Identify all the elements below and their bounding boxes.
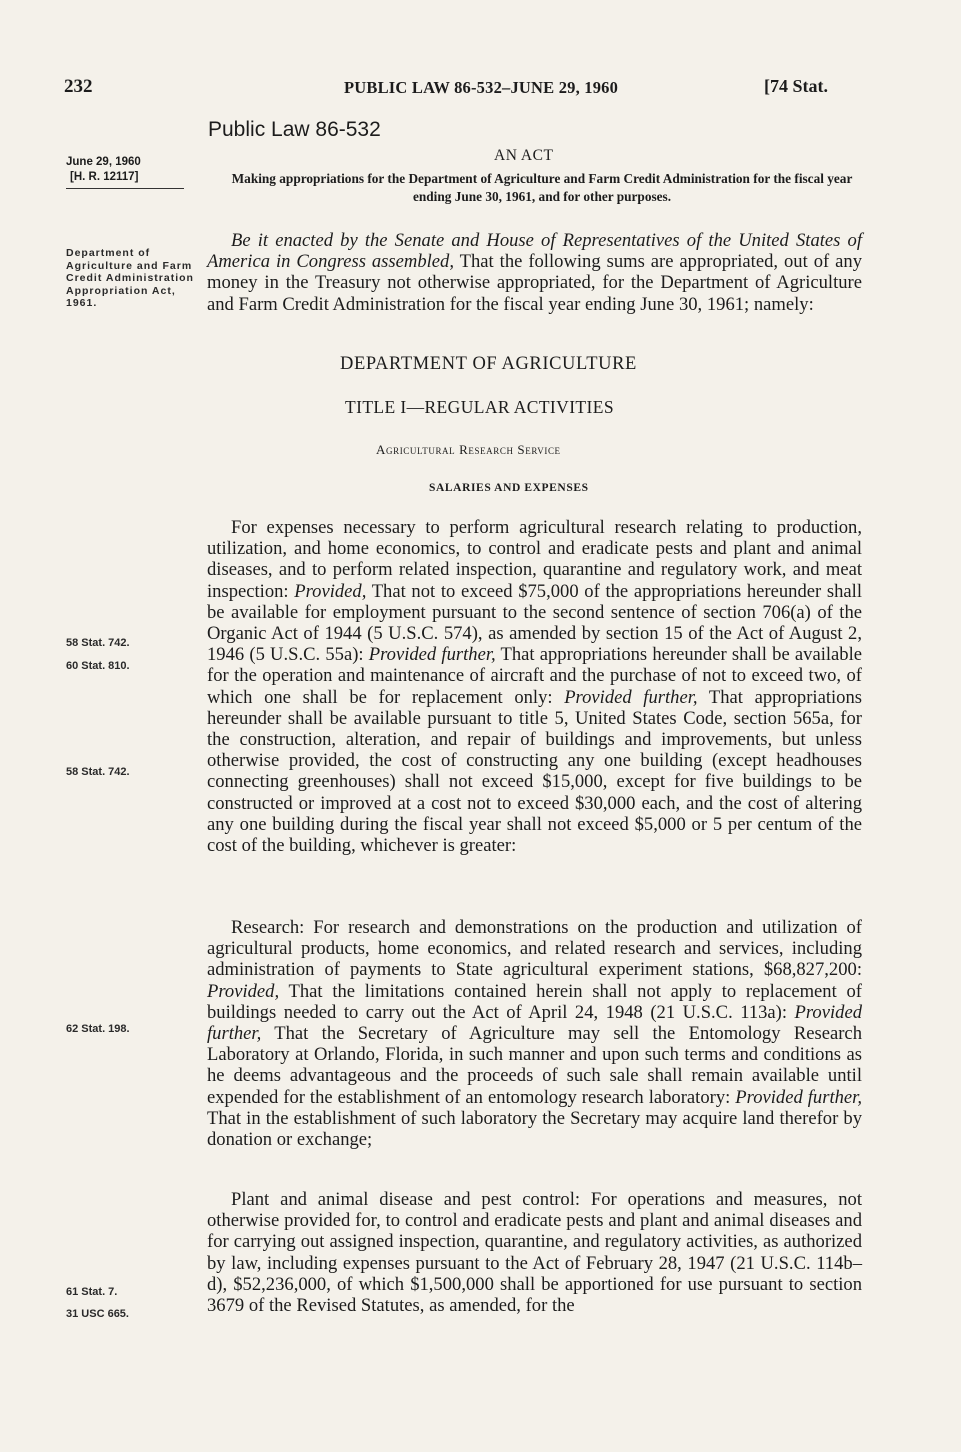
text-run: That the limitations contained herein shall not apply to replacement of buildings needed to carry out the Act of April 24, 1948 (21 U.S.C. 113a): [207,980,862,1023]
margin-citation: 60 Stat. 810. [66,660,130,672]
expenses-paragraph [207,517,862,856]
margin-citation: 58 Stat. 742. [66,637,130,649]
proviso: Provided further, [207,1001,862,1045]
proviso: Provided, [294,580,367,602]
enacting-text: That the following sums are appropriated, out of any money in the Treasury not otherwise appropriated, for the Department of Agriculture and Farm Credit Administration for the fiscal year ending June 30, 1961; namely: [207,251,862,315]
proviso: Provided further, [735,1086,863,1108]
enacting-italic: Be it enacted by the Senate and House of Representatives of the United States of America in Congress assembled, [207,230,862,273]
text-run: That in the establishment of such laboratory the Secretary may acquire land therefor by donation or exchange; [207,1107,862,1151]
margin-bill-number: [H. R. 12117] [70,171,139,183]
margin-citation: 58 Stat. 742. [66,766,130,778]
margin-date: June 29, 1960 [66,156,141,168]
margin-date-box [66,155,184,189]
research-paragraph [207,917,862,1150]
running-title: PUBLIC LAW 86-532–JUNE 29, 1960 [344,78,619,97]
margin-citation: 31 USC 665. [66,1308,129,1320]
salaries-heading: SALARIES AND EXPENSES [429,482,589,494]
plant-disease-paragraph: Plant and animal disease and pest control: For operations and measures, not otherwise provided for, to control and eradicate pests and plant and animal diseases and for carrying out assigned inspection, quarantine, and regulatory activities, as authorized by law, including expenses pursuant to the Act of February 28, 1947 (21 U.S.C. 114b–d), $52,236,000, of which $1,500,000 shall be apportioned for use pursuant to section 3679 of the Revised Statutes, as amended, for the [207,1189,862,1317]
margin-citation: 61 Stat. 7. [66,1286,118,1298]
title-heading: TITLE I—REGULAR ACTIVITIES [345,397,614,417]
proviso: Provided further, [368,644,496,666]
law-title: Public Law 86-532 [208,118,381,141]
enacting-clause [207,230,862,315]
running-header [64,76,864,100]
service-heading: Agricultural Research Service [376,442,561,457]
text-run: That appropriations hereunder shall be available for the operation and maintenance of aircraft and the purchase of not to exceed two, of which one shall be for replacement only: [207,644,862,708]
act-purpose: Making appropriations for the Department of Agriculture and Farm Credit Administration for the fiscal year ending June 30, 1961, and for other purposes. [231,171,853,204]
text-run: Research: For research and demonstrations on the production and utilization of agricultural products, home economics, and related research and services, including administration of payments to State agricultural experiment stations, $68,827,200: [207,917,862,981]
page-number: 232 [64,76,93,97]
proviso: Provided, [207,980,280,1002]
text-run: That the Secretary of Agriculture may sell the Entomology Research Laboratory at Orlando, Florida, in such manner and upon such terms and conditions as he deems advantageous and the proceeds of such sale shall remain available until expended for the establishment of an entomology research laboratory: [207,1023,862,1108]
volume-reference: [74 Stat. [764,76,828,96]
margin-citation: 62 Stat. 198. [66,1023,130,1035]
text-run: That appropriations hereunder shall be available pursuant to title 5, United States Code, section 565a, for the construction, alteration, and repair of buildings and improvements, but unless otherwise provided, the cost of constructing any one building (except headhouses connecting greenhouses) shall not exceed $15,000, except for five buildings to be constructed or improved at a cost not to exceed $30,000 each, and the cost of altering any one building during the fiscal year shall not exceed $5,000 or 5 per centum of the cost of the building, whichever is greater: [207,686,862,857]
department-heading: DEPARTMENT OF AGRICULTURE [340,354,637,374]
text-run: For expenses necessary to perform agricultural research relating to production, utilization, and home economics, to control and eradicate pests and plant and animal diseases, and to perform related inspection, quarantine and regulatory work, and meat inspection: [207,517,862,602]
act-heading: AN ACT [494,147,554,164]
text-run: That not to exceed $75,000 of the appropriations hereunder shall be available for employment pursuant to the second sentence of section 706(a) of the Organic Act of 1944 (5 U.S.C. 574), as amended by section 15 of the Act of August 2, 1946 (5 U.S.C. 55a): [207,580,862,666]
proviso: Provided further, [564,686,698,708]
margin-short-title: Department of Agriculture and Farm Credit Administration Appropriation Act, 1961. [66,247,194,309]
